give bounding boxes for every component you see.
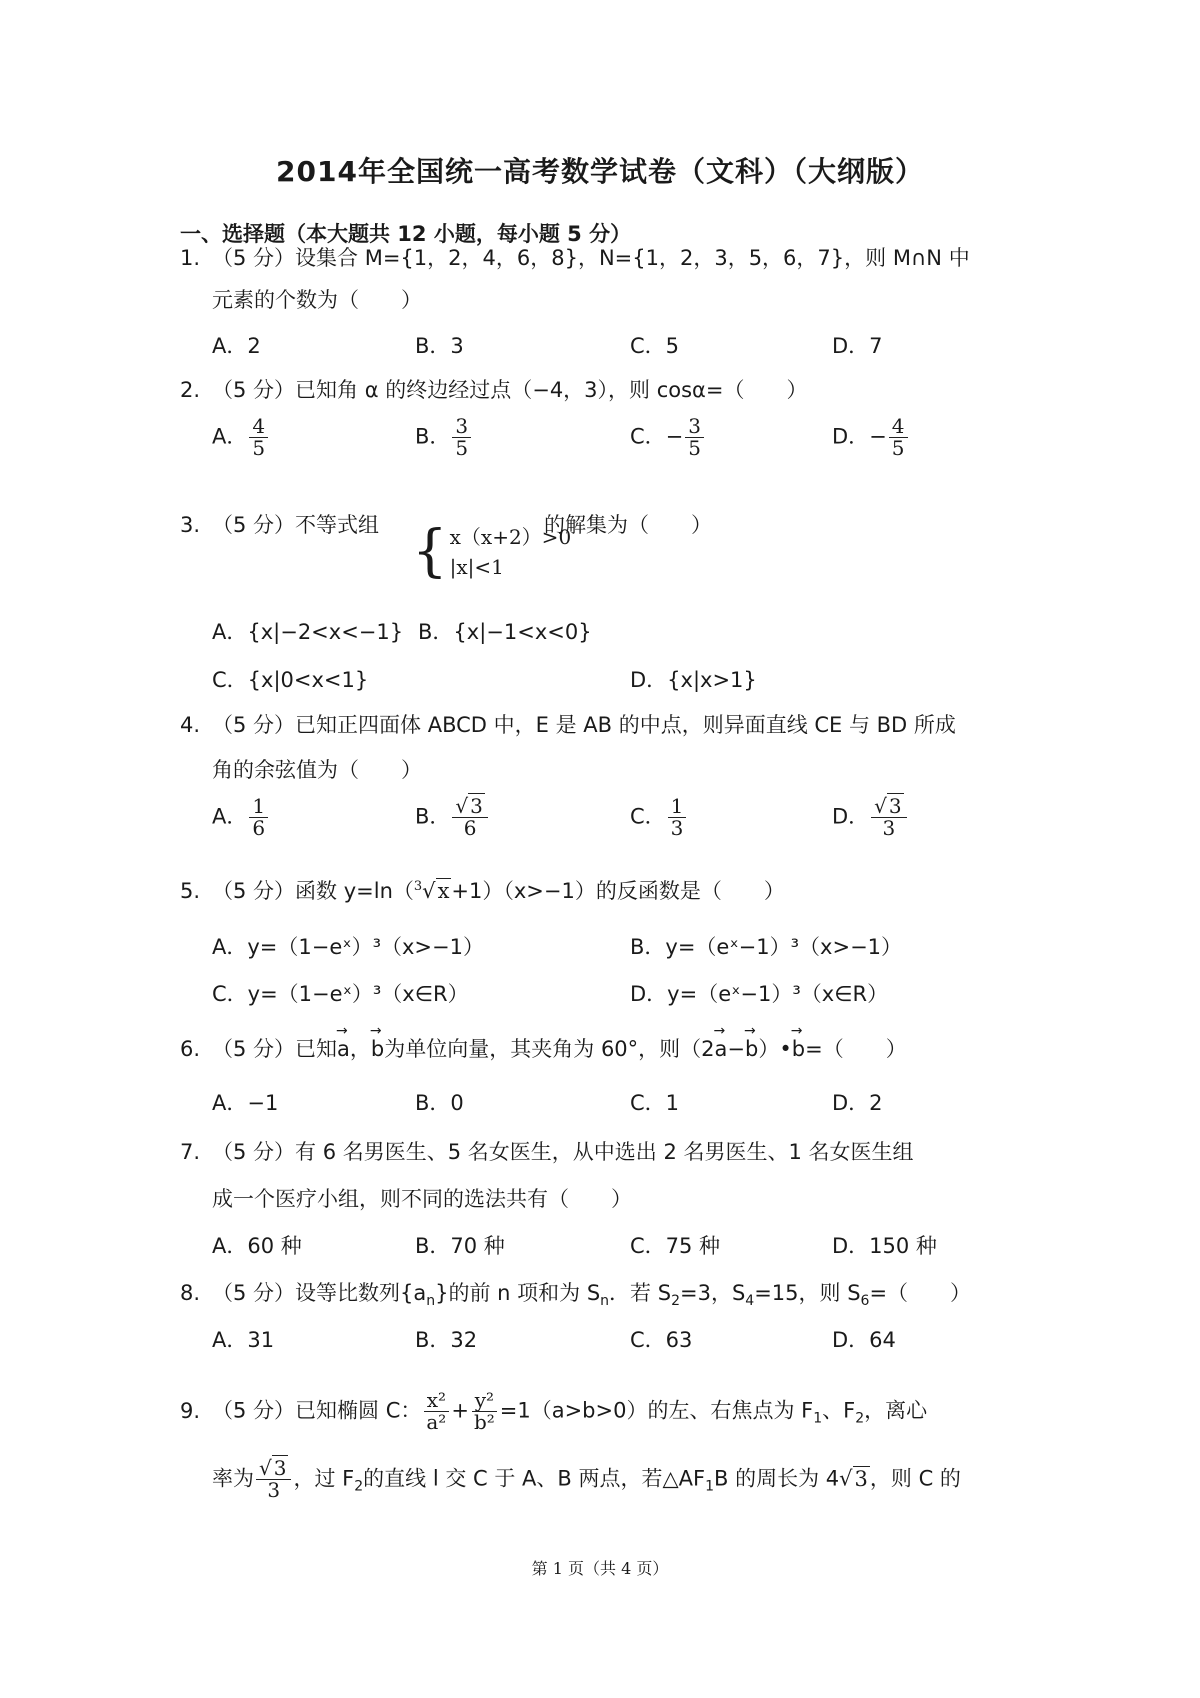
fraction — [889, 416, 908, 459]
question-4 — [180, 715, 956, 736]
q3-option-c: C．{x|0<x<1} — [212, 668, 369, 692]
question-text: 、F — [822, 1398, 856, 1423]
vector-b: → b — [371, 1039, 384, 1060]
radicand: 3 — [888, 794, 902, 818]
question-text: =15，则 S — [754, 1281, 861, 1305]
vector-b: → b — [745, 1039, 758, 1060]
fraction — [256, 1458, 291, 1501]
page-title: 2014年全国统一高考数学试卷（文科）（大纲版） — [276, 155, 924, 188]
minus-sign: − — [727, 1037, 746, 1061]
question-number: 4. — [180, 713, 201, 737]
inequality-row: x（x+2）>0 — [449, 525, 572, 549]
question-text: =3，S — [679, 1281, 746, 1305]
plus-sign: + — [451, 1398, 469, 1423]
question-9-cont — [212, 1458, 961, 1501]
question-1-cont: 元素的个数为（ ） — [212, 288, 422, 312]
question-number: 2. — [180, 378, 201, 402]
option-label: A． — [212, 424, 248, 449]
q3-option-d: D．{x|x>1} — [630, 668, 757, 692]
q5-option-c: C．y=（1−eˣ）³（x∈R） — [212, 982, 469, 1006]
denominator: 5 — [455, 436, 469, 460]
question-text: （5 分）不等式组 — [212, 513, 380, 537]
numerator: 1 — [249, 796, 268, 818]
fraction — [668, 796, 687, 839]
inequality-row: |x|<1 — [449, 555, 504, 579]
fraction — [423, 1390, 449, 1433]
denominator: 5 — [891, 436, 905, 460]
q5-option-b: B．y=（eˣ−1）³（x>−1） — [630, 935, 903, 959]
question-9 — [180, 1390, 927, 1433]
vector-b: → b — [792, 1039, 805, 1060]
q1-option-b: B．3 — [415, 334, 464, 358]
question-text: }的前 n 项和为 S — [435, 1281, 601, 1305]
q8-option-b: B．32 — [415, 1328, 478, 1352]
numerator: 4 — [249, 416, 268, 438]
numerator: 4 — [889, 416, 908, 438]
question-text: ，过 F — [293, 1466, 355, 1491]
q1-option-d: D．7 — [832, 334, 883, 358]
q7-option-c: C．75 种 — [630, 1234, 721, 1258]
question-text: =1（a>b>0）的左、右焦点为 F — [499, 1398, 814, 1423]
question-8 — [180, 1283, 971, 1308]
radicand: 3 — [854, 1466, 868, 1491]
fraction — [471, 1390, 498, 1433]
vector-a: → a — [337, 1039, 350, 1060]
numerator: √ 3 — [256, 1458, 291, 1480]
denominator: 5 — [688, 436, 702, 460]
square-root: √3 — [839, 1466, 868, 1491]
question-number: 1. — [180, 246, 201, 270]
question-number: 3. — [180, 513, 201, 537]
numerator: 3 — [452, 416, 471, 438]
q2-option-b — [415, 416, 473, 459]
numerator: x² — [424, 1390, 449, 1412]
question-text: （5 分）函数 y=ln（ — [212, 879, 414, 903]
q4-option-a — [212, 796, 270, 839]
question-text: （5 分）已知角 α 的终边经过点（−4，3），则 cosα=（ ） — [212, 378, 808, 402]
minus-sign: − — [869, 424, 887, 449]
q2-option-d — [832, 416, 910, 459]
question-3 — [180, 515, 379, 536]
fraction — [249, 416, 268, 459]
q1-option-c: C．5 — [630, 334, 680, 358]
q6-option-b: B．0 — [415, 1091, 464, 1115]
denominator: 3 — [882, 816, 896, 840]
subscript: 4 — [745, 1293, 755, 1310]
denominator: b² — [473, 1410, 495, 1434]
q6-option-a: A．−1 — [212, 1091, 279, 1115]
q6-option-d: D．2 — [832, 1091, 883, 1115]
dot-product: ）• — [758, 1037, 792, 1061]
subscript: n — [426, 1293, 436, 1310]
question-text: ，则 C 的 — [869, 1466, 961, 1491]
question-7 — [180, 1142, 914, 1163]
section-heading: 一、选择题（本大题共 12 小题，每小题 5 分） — [180, 222, 632, 246]
numerator: √ 3 — [871, 796, 906, 818]
question-number: 9. — [180, 1398, 201, 1423]
question-number: 6. — [180, 1037, 201, 1061]
question-text: （5 分）设等比数列{a — [212, 1281, 427, 1305]
q4-option-c — [630, 796, 688, 839]
question-number: 5. — [180, 879, 201, 903]
q5-option-a: A．y=（1−eˣ）³（x>−1） — [212, 935, 484, 959]
q1-option-a: A．2 — [212, 334, 261, 358]
q7-option-a: A．60 种 — [212, 1234, 302, 1258]
subscript: 1 — [813, 1410, 823, 1427]
q3-option-a: A．{x|−2<x<−1} — [212, 620, 404, 644]
question-text-mid: 为单位向量，其夹角为 60°，则（2 — [384, 1037, 715, 1061]
question-text: （5 分）设集合 M={1，2，4，6，8}，N={1，2，3，5，6，7}，则 M∩N 中 — [212, 246, 970, 270]
question-text: ，离心 — [864, 1398, 928, 1423]
subscript: 2 — [354, 1478, 364, 1495]
question-text: ．若 S — [609, 1281, 672, 1305]
denominator: 3 — [670, 816, 684, 840]
denominator: 6 — [252, 816, 266, 840]
question-text: （5 分）已知椭圆 C： — [212, 1398, 422, 1423]
question-number: 8. — [180, 1281, 201, 1305]
subscript: 2 — [671, 1293, 680, 1310]
numerator: 3 — [685, 416, 704, 438]
question-text: 率为 — [212, 1466, 254, 1491]
radicand: 3 — [273, 1456, 287, 1480]
question-2 — [180, 380, 808, 401]
q5-option-d: D．y=（eˣ−1）³（x∈R） — [630, 982, 889, 1006]
q4-option-b — [415, 796, 490, 839]
q8-option-c: C．63 — [630, 1328, 693, 1352]
question-7-cont: 成一个医疗小组，则不同的选法共有（ ） — [212, 1187, 632, 1211]
fraction — [871, 796, 906, 839]
q4-option-d — [832, 796, 909, 839]
question-5 — [180, 880, 785, 902]
denominator: 6 — [463, 816, 477, 840]
numerator: 1 — [668, 796, 687, 818]
q3-option-b: B．{x|−1<x<0} — [418, 620, 592, 644]
separator: ， — [349, 1037, 371, 1061]
q7-option-d: D．150 种 — [832, 1234, 937, 1258]
question-3-cont: 的解集为（ ） — [544, 513, 712, 537]
option-label: B． — [415, 424, 451, 449]
question-text-tail: =（ ） — [805, 1037, 907, 1061]
question-text: （5 分）已知 — [212, 1037, 338, 1061]
question-text: =（ ） — [869, 1281, 972, 1305]
fraction — [452, 416, 471, 459]
q2-option-a — [212, 416, 270, 459]
question-4-cont: 角的余弦值为（ ） — [212, 758, 422, 782]
option-label: C． — [630, 804, 666, 829]
cube-root: $^3$√x — [413, 879, 450, 903]
q7-option-b: B．70 种 — [415, 1234, 505, 1258]
radicand: 3 — [470, 794, 483, 818]
subscript: 2 — [855, 1410, 865, 1427]
subscript: 1 — [705, 1478, 715, 1495]
minus-sign: − — [665, 424, 684, 449]
numerator: y² — [472, 1390, 497, 1412]
subscript: 6 — [860, 1293, 870, 1310]
question-6 — [180, 1039, 907, 1060]
vector-a: → a — [715, 1039, 728, 1060]
q8-option-d: D．64 — [832, 1328, 896, 1352]
question-text: 的直线 l 交 C 于 A、B 两点，若△AF — [363, 1466, 706, 1491]
page-footer: 第 1 页（共 4 页） — [531, 1559, 669, 1578]
option-label: D． — [832, 424, 870, 449]
option-label: B． — [415, 804, 451, 829]
subscript: n — [600, 1293, 610, 1310]
question-text-tail: +1）（x>−1）的反函数是（ ） — [451, 879, 785, 903]
numerator: √ 3 — [452, 796, 487, 818]
question-text: （5 分）已知正四面体 ABCD 中，E 是 AB 的中点，则异面直线 CE 与 BD 所成 — [212, 713, 956, 737]
question-number: 7. — [180, 1140, 201, 1164]
fraction — [249, 796, 268, 839]
radicand: x — [437, 879, 450, 903]
question-1 — [180, 248, 970, 269]
denominator: 5 — [252, 436, 266, 460]
question-text: B 的周长为 4 — [714, 1466, 840, 1491]
option-label: C． — [630, 424, 666, 449]
option-label: A． — [212, 804, 248, 829]
brace-icon: { — [412, 519, 448, 584]
denominator: 3 — [267, 1478, 281, 1502]
fraction — [452, 796, 487, 839]
denominator: a² — [426, 1410, 447, 1434]
fraction — [685, 416, 704, 459]
q2-option-c — [630, 416, 706, 459]
question-text: （5 分）有 6 名男医生、5 名女医生，从中选出 2 名男医生、1 名女医生组 — [212, 1140, 914, 1164]
q8-option-a: A．31 — [212, 1328, 275, 1352]
q6-option-c: C．1 — [630, 1091, 680, 1115]
root-index: 3 — [413, 879, 423, 894]
option-label: D． — [832, 804, 870, 829]
